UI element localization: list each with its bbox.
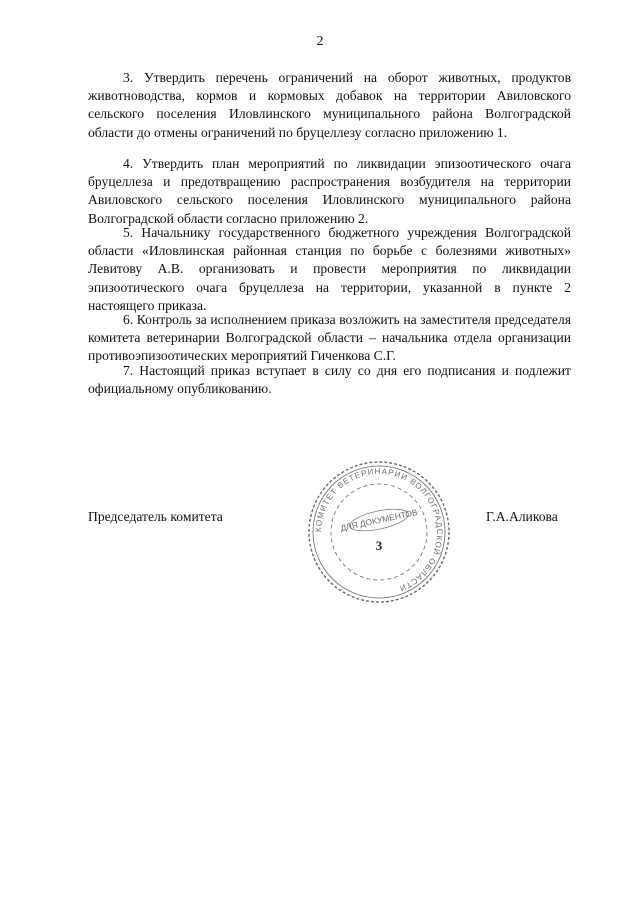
signature-title: Председатель комитета [88, 509, 223, 524]
paragraph-item-3: 3. Утвердить перечень ограничений на оборот животных, продуктов животноводства, кормов и кормовых добавок на территории Авиловского сельского поселения Иловлинского муниципального района Волгоградской области до отмены ограничений по бруцеллезу согласно приложению 1. [88, 70, 571, 140]
page-number: 2 [316, 34, 324, 49]
paragraph-item-6: 6. Контроль за исполнением приказа возложить на заместителя председателя комитета ветеринарии Волгоградской области – начальника отдела организации противоэпизоотических мероприятий Гиченкова С.Г. [88, 312, 571, 364]
paragraph-item-5: 5. Начальнику государственного бюджетного учреждения Волгоградской области «Иловлинская районная станция по борьбе с болезнями животных» Левитову А.В. организовать и провести мероприятия по ликвидации эпизоотического очага бруцеллеза на территории, указанной в пункте 2 настоящего приказа. [88, 225, 571, 313]
paragraph-item-4: 4. Утвердить план мероприятий по ликвидации эпизоотического очага бруцеллеза и предотвращению распространения возбудителя на территории Авиловского сельского поселения Иловлинского муниципального района Волгоградской области согласно приложению 2. [88, 156, 571, 226]
official-stamp [305, 458, 453, 606]
paragraph-item-7: 7. Настоящий приказ вступает в силу со дня его подписания и подлежит официальному опубликованию. [88, 363, 571, 397]
signature-name: Г.А.Аликова [486, 509, 558, 524]
stamp-number: 3 [375, 538, 383, 553]
stamp-outer-text: КОМИТЕТ ВЕТЕРИНАРИИ ВОЛГОГРАДСКОЙ ОБЛАСТИ [313, 466, 445, 594]
stamp-center-text: ДЛЯ ДОКУМЕНТОВ [339, 506, 419, 534]
